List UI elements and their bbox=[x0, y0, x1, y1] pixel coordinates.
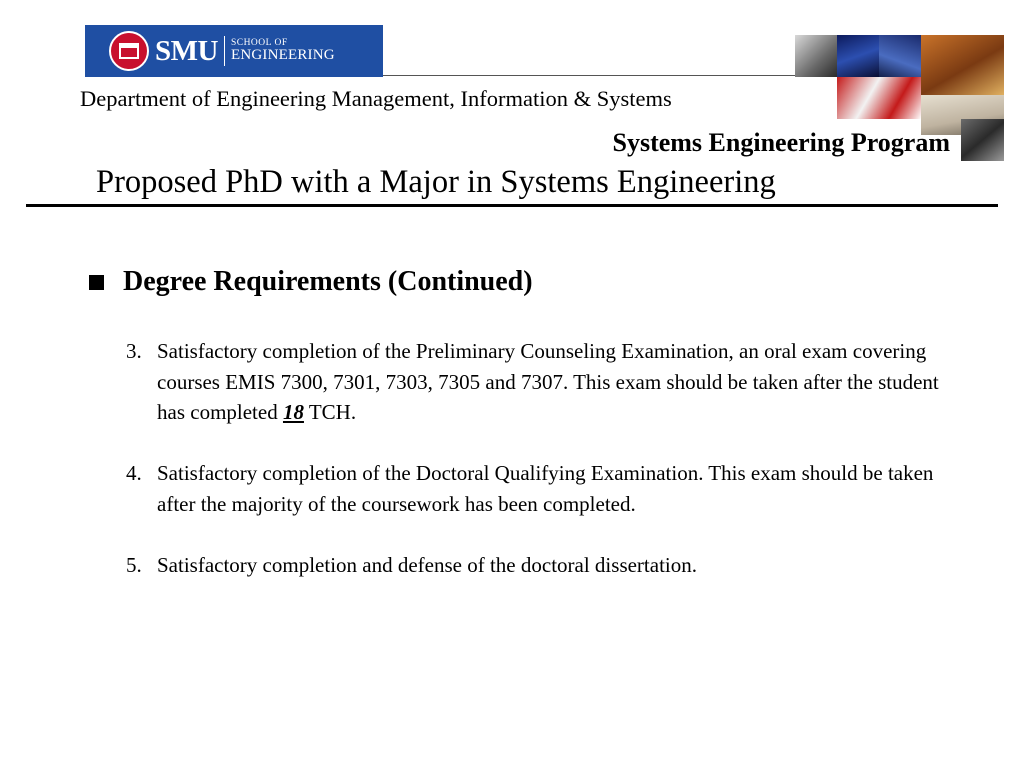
item-number: 5. bbox=[126, 552, 142, 577]
list-item bbox=[126, 550, 946, 581]
header-divider bbox=[383, 75, 795, 76]
slide-title: Proposed PhD with a Major in Systems Engineering bbox=[96, 164, 776, 200]
item-number: 3. bbox=[126, 339, 142, 363]
item-text bbox=[157, 336, 946, 428]
smu-engineering-logo bbox=[85, 25, 383, 77]
item-text: Satisfactory completion and defense of the doctoral dissertation. bbox=[157, 552, 698, 577]
section-heading bbox=[89, 266, 533, 298]
heading-text: Degree Requirements (Continued) bbox=[123, 266, 533, 297]
logo-school bbox=[231, 39, 335, 64]
square-bullet-icon bbox=[89, 275, 104, 290]
tch-highlight: 18 bbox=[282, 400, 304, 424]
list-item bbox=[126, 458, 946, 519]
logo-brand: SMU bbox=[155, 34, 218, 67]
item-text-main: Satisfactory completion of the Preliminary Counseling Examination, an oral exam covering courses EMIS 7300, 7301, 7303, 7305 and 7307. This exam should be taken after the student has completed bbox=[157, 339, 939, 424]
list-item bbox=[126, 336, 946, 428]
smu-seal-icon bbox=[109, 31, 149, 71]
title-rule bbox=[26, 204, 998, 207]
item-text-after: TCH. bbox=[303, 400, 357, 424]
program-name: Systems Engineering Program bbox=[612, 128, 950, 157]
item-text: Satisfactory completion of the Doctoral Qualifying Examination. This exam should be taken after the majority of the coursework has been completed. bbox=[157, 461, 934, 516]
logo-school-line1: SCHOOL OF bbox=[230, 37, 288, 48]
item-number: 4. bbox=[126, 461, 142, 485]
logo-school-line2: ENGINEERING bbox=[230, 47, 335, 64]
requirements-list bbox=[126, 336, 946, 611]
logo-divider bbox=[224, 36, 225, 66]
department-name: Department of Engineering Management, Information & Systems bbox=[80, 86, 672, 111]
